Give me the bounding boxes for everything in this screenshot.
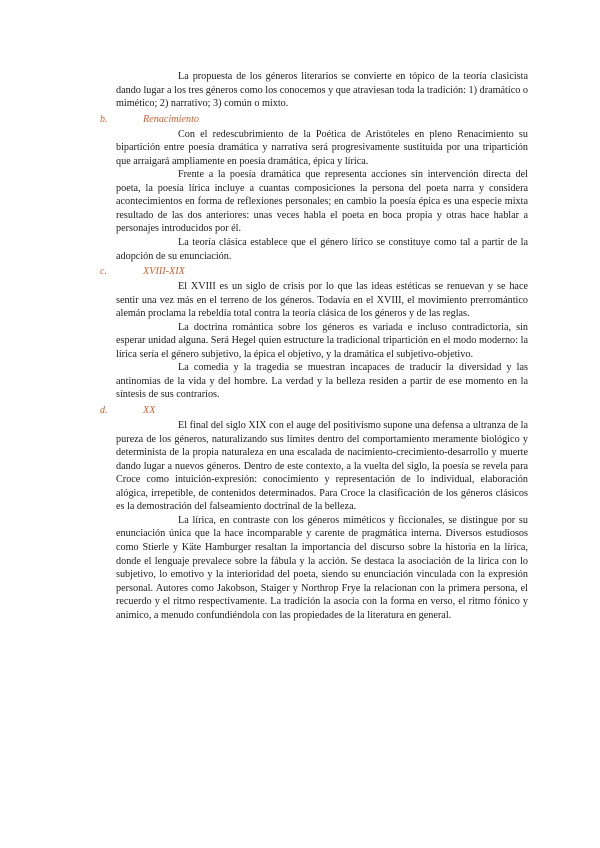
section-letter: c. bbox=[100, 266, 107, 278]
paragraph: La teoría clásica establece que el género lírico se constituye como tal a partir de la adopción de su enunciación. bbox=[116, 237, 528, 262]
section-heading-xviii-xix bbox=[100, 265, 528, 280]
section-letter: b. bbox=[100, 113, 108, 125]
paragraph: Con el redescubrimiento de la Poética de Aristóteles en pleno Renacimiento su bipartición entre poesía dramática y narrativa será progresivamente sustituida por una tripartición que arraigará ampliamente en poesía dramática, épica y lírica. bbox=[116, 128, 528, 167]
section-title: XVIII-XIX bbox=[143, 266, 185, 278]
paragraph: El final del siglo XIX con el auge del positivismo supone una defensa a ultranza de la pureza de los géneros, naturalizando sus límites dentro del comportamiento meramente biológico y determinista de la propia naturaleza en una escalada de nacimiento-crecimiento-desarrollo y muerte dando lugar a nuevos géneros. Dentro de este contexto, a la vuelta del siglo, la poesía se revela para Croce como intuición-expresión: conocimiento y representación de lo individual, elaboración alógica, irrepetible, de contenidos determinados. Para Croce la clasificación de los géneros clásicos es la demostración del falseamiento doctrinal de la belleza. bbox=[116, 420, 528, 513]
paragraph: La comedia y la tragedia se muestran incapaces de traducir la diversidad y las antinomias de la vida y del hombre. La verdad y la belleza residen a partir de ese momento en la síntesis de sus contrarios. bbox=[116, 362, 528, 401]
document-page bbox=[100, 70, 528, 622]
paragraph: El XVIII es un siglo de crisis por lo que las ideas estéticas se renuevan y se hace sentir una vez más en el terreno de los géneros. Todavía en el XVIII, el movimiento prerromántico alemán proclama la rebeldía total contra la teoría clásica de los géneros y de las reglas. bbox=[116, 281, 528, 320]
paragraph: Frente a la poesía dramática que representa acciones sin intervención directa del poeta, la poesía lírica incluye a cuantas composiciones la persona del poeta narra y considera acontecimientos en forma de reflexiones personales; en cambio la poesía épica es una especie mixta resultado de las dos anteriores: unas veces habla el poeta en boca propia y otras hace hablar a personajes introducidos por él. bbox=[116, 169, 528, 235]
section-letter: d. bbox=[100, 405, 108, 417]
section-title: XX bbox=[143, 405, 156, 417]
intro-paragraph: La propuesta de los géneros literarios se convierte en tópico de la teoría clasicista dando lugar a los tres géneros como los conocemos y que atraviesan toda la tradición: 1) dramático o mimético; 2) narrativo; 3) común o mixto. bbox=[116, 71, 528, 110]
section-heading-renacimiento bbox=[100, 113, 528, 128]
paragraph: La doctrina romántica sobre los géneros es variada e incluso contradictoria, sin esperar unidad alguna. Será Hegel quien estructure la tradicional tripartición en el modo moderno: la lírica sería el género subjetivo, la épica el objetivo, y la dramática el subjetivo-objetivo. bbox=[116, 321, 528, 360]
section-heading-xx bbox=[100, 404, 528, 419]
section-title: Renacimiento bbox=[143, 113, 200, 125]
paragraph: La lírica, en contraste con los géneros miméticos y ficcionales, se distingue por su enunciación única que la hace incomparable y carente de pragmática interna. Diversos estudiosos como Stierle y Käte Hamburger resaltan la importancia del discurso sobre la historia en la lírica, donde el lenguaje prevalece sobre la fábula y la acción. Se destaca la asociación de la lírica con lo subjetivo, lo emotivo y la interioridad del poeta, siendo su enunciación vinculada con la expresión personal. Autores como Jakobson, Staiger y Northrop Frye la relacionan con la primera persona, el recuerdo y el ritmo respectivamente. La tradición la asocia con la forma en verso, el ritmo fónico y anímico, a menudo confundiéndola con las propiedades de la literatura en general. bbox=[116, 514, 528, 621]
